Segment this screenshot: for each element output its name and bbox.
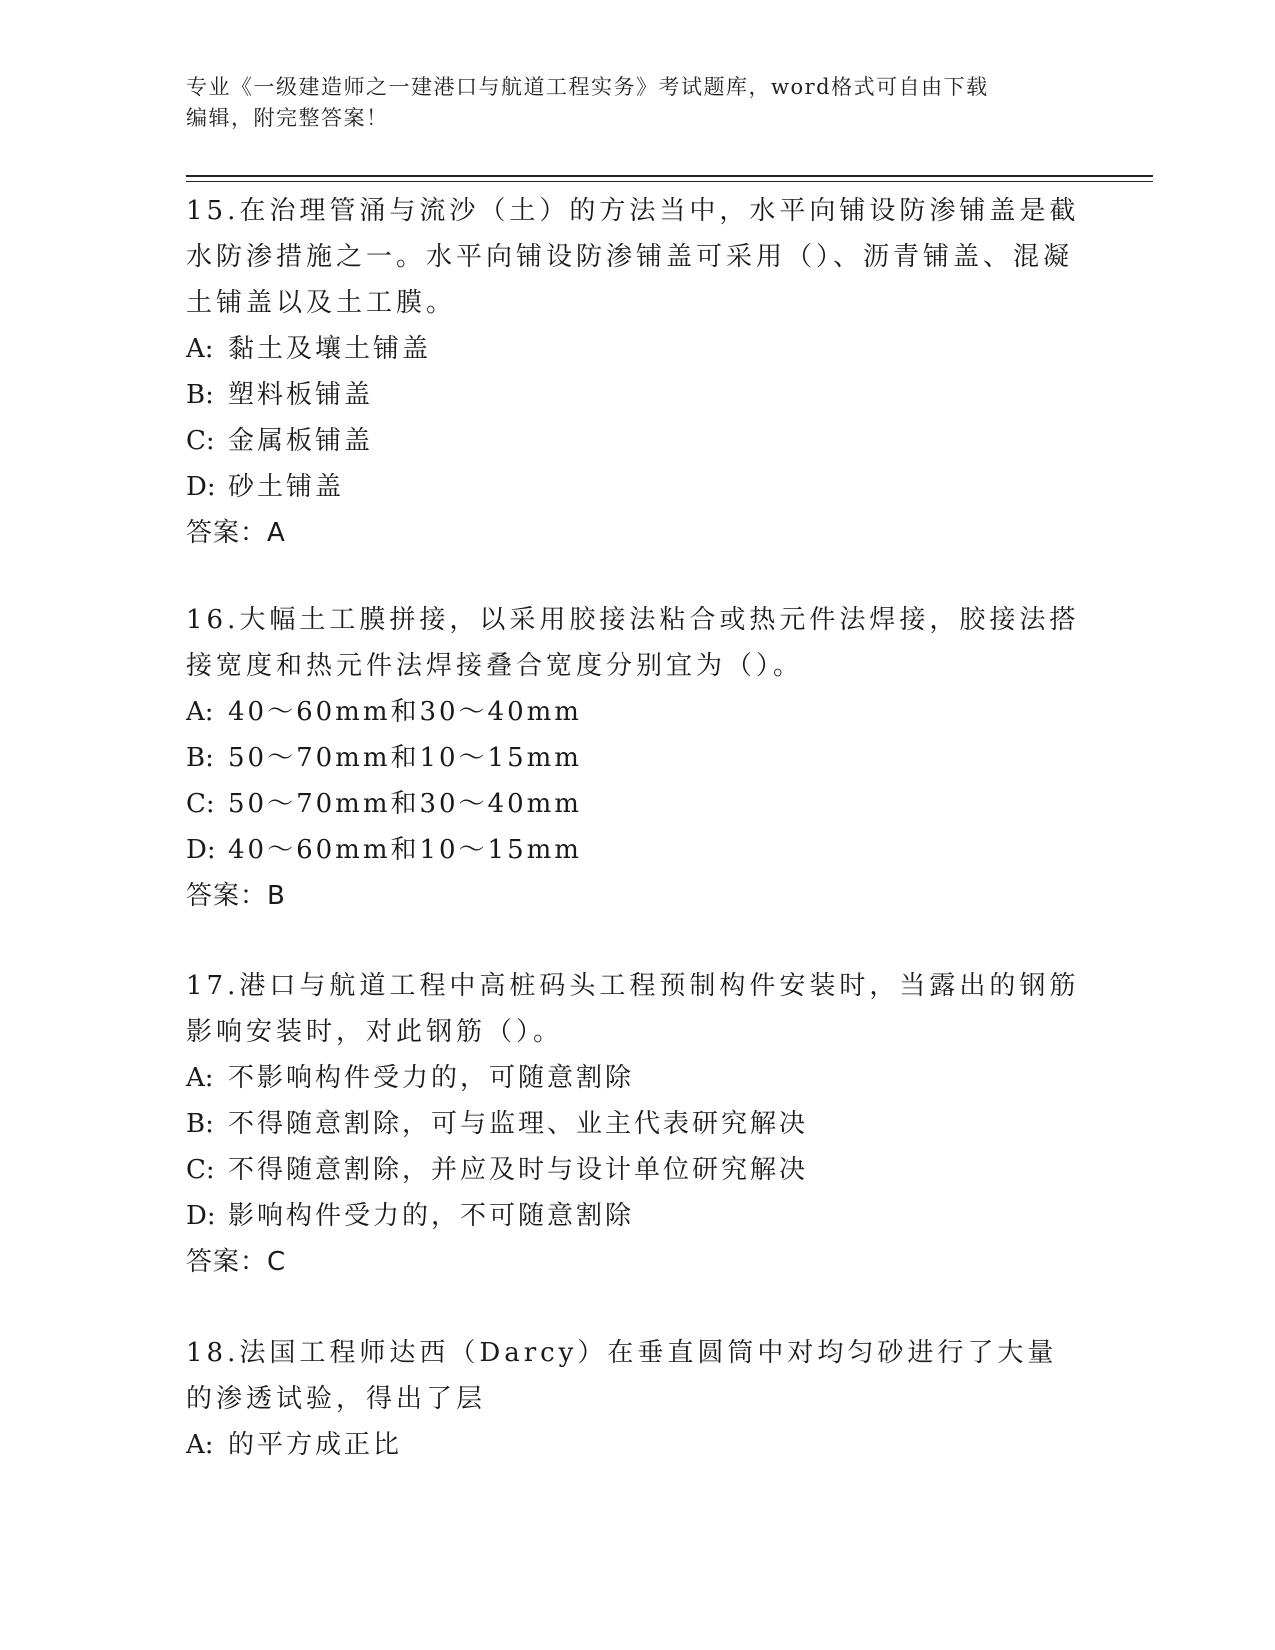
option-c xyxy=(186,781,1086,827)
option-text: 黏土及壤土铺盖 xyxy=(228,334,432,364)
option-text: 砂土铺盖 xyxy=(228,472,345,502)
question-stem: 17.港口与航道工程中高桩码头工程预制构件安装时，当露出的钢筋影响安装时，对此钢筋（）。 xyxy=(186,971,1080,1047)
option-letter: C: xyxy=(186,1155,215,1185)
option-letter: A: xyxy=(186,1430,214,1460)
option-text: 不得随意割除，可与监理、业主代表研究解决 xyxy=(228,1109,809,1139)
answer-label: 答案：B xyxy=(186,881,286,911)
option-a xyxy=(186,1055,1086,1101)
option-b xyxy=(186,735,1086,781)
question-stem: 15.在治理管涌与流沙（土）的方法当中，水平向铺设防渗铺盖是截水防渗措施之一。水平向铺设防渗铺盖可采用（）、沥青铺盖、混凝土铺盖以及土工膜。 xyxy=(186,196,1080,318)
option-d xyxy=(186,464,1086,510)
document-header xyxy=(186,72,1086,134)
option-letter: A: xyxy=(186,697,214,727)
option-b xyxy=(186,372,1086,418)
option-c xyxy=(186,1147,1086,1193)
option-d xyxy=(186,1193,1086,1239)
option-text: 不得随意割除，并应及时与设计单位研究解决 xyxy=(228,1155,809,1185)
option-text: 50～70mm和30～40mm xyxy=(228,789,582,819)
option-a xyxy=(186,1422,1086,1468)
option-a xyxy=(186,326,1086,372)
option-c xyxy=(186,418,1086,464)
option-letter: D: xyxy=(186,472,216,502)
option-letter: B: xyxy=(186,1109,214,1139)
option-letter: B: xyxy=(186,380,214,410)
header-divider-thin xyxy=(186,181,1153,182)
question-18 xyxy=(186,1330,1086,1468)
option-text: 金属板铺盖 xyxy=(228,426,374,456)
question-17 xyxy=(186,963,1086,1285)
option-letter: A: xyxy=(186,334,214,364)
option-text: 的平方成正比 xyxy=(228,1430,403,1460)
option-text: 影响构件受力的，不可随意割除 xyxy=(228,1201,635,1231)
option-letter: A: xyxy=(186,1063,214,1093)
answer-label: 答案：C xyxy=(186,1247,287,1277)
option-letter: B: xyxy=(186,743,214,773)
question-stem: 18.法国工程师达西（Darcy）在垂直圆筒中对均匀砂进行了大量的渗透试验，得出了层 xyxy=(186,1338,1058,1414)
header-intro-line-1: 专业《一级建造师之一建港口与航道工程实务》考试题库，word格式可自由下载 xyxy=(186,75,989,99)
option-b xyxy=(186,1101,1086,1147)
option-text: 40～60mm和30～40mm xyxy=(228,697,582,727)
question-stem: 16.大幅土工膜拼接，以采用胶接法粘合或热元件法焊接，胶接法搭接宽度和热元件法焊接叠合宽度分别宜为（）。 xyxy=(186,605,1080,681)
option-letter: C: xyxy=(186,426,215,456)
option-letter: C: xyxy=(186,789,215,819)
question-15 xyxy=(186,188,1086,556)
option-text: 不影响构件受力的，可随意割除 xyxy=(228,1063,635,1093)
option-letter: D: xyxy=(186,1201,216,1231)
question-16 xyxy=(186,597,1086,919)
option-d xyxy=(186,827,1086,873)
option-a xyxy=(186,689,1086,735)
answer-label: 答案：A xyxy=(186,518,286,548)
option-text: 塑料板铺盖 xyxy=(228,380,374,410)
header-divider-thick xyxy=(186,175,1153,177)
option-text: 40～60mm和10～15mm xyxy=(228,835,582,865)
option-text: 50～70mm和10～15mm xyxy=(228,743,582,773)
header-intro-line-2: 编辑，附完整答案！ xyxy=(186,106,389,130)
option-letter: D: xyxy=(186,835,216,865)
